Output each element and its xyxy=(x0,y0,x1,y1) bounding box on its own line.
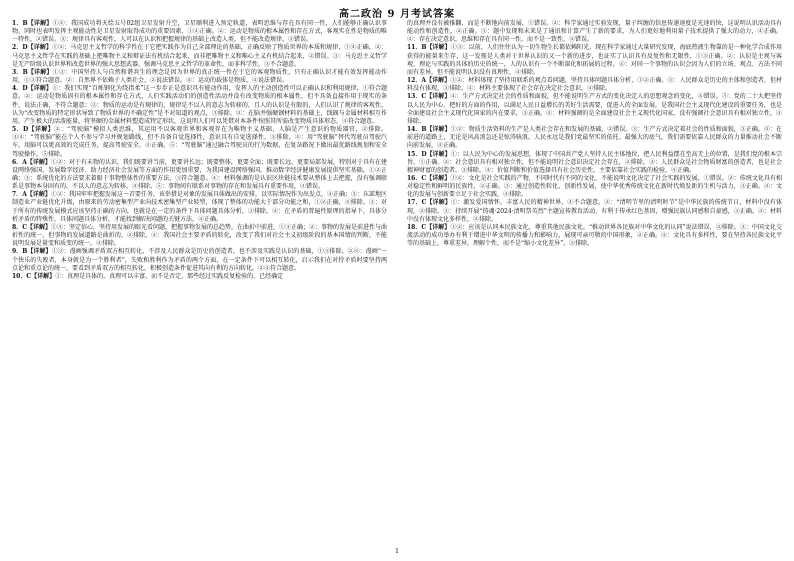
answer-key: D【详解】 xyxy=(421,150,451,158)
answer-item xyxy=(12,44,387,68)
answer-explanation: ①②：物质生活资料的生产是人类社会存在和发展的基础，②错误。③：生产方式决定着社会的性质和面貌，③正确。④：在前进的道路上，无论是风高浪急还是惊涛骇浪，人民永远是我们党最坚实的依托、最强大的底气，我们需要依靠人民群众的力量推动社会不断向前发展，④正确。 xyxy=(407,126,782,150)
answer-item xyxy=(12,20,387,44)
answer-key: D【详解】 xyxy=(22,44,53,52)
right-column xyxy=(407,20,782,248)
answer-item xyxy=(12,191,387,224)
answer-number: 11． xyxy=(407,44,422,52)
answer-key: A【详解】 xyxy=(22,191,51,199)
answer-item xyxy=(407,44,782,77)
answer-number: 14． xyxy=(407,126,422,134)
answer-number: 13． xyxy=(407,93,422,101)
answer-item xyxy=(12,69,387,85)
answer-key: C【详解】 xyxy=(421,223,451,231)
page-title: 高二政治 9 月考试答案 xyxy=(339,9,455,20)
answer-explanation: ①：激发爱国情怀，丰富人民的精神世界，④不合题意。②：“清明节里的清明时节”是中华民族的传统节日，材料中没有体现，②排除。③：持续开展“铸魂·2024·清明祭英烈”主题宣传教育活动，有利于传承红色基因，增强民族认同感和自豪感，③正确。④：材料中没有体现文化多样性，④排除。 xyxy=(407,199,783,223)
answer-explanation: ①④：马克思主义哲学的科学性在于它把实践作为自己全部理论的基础，正确反映了物质世界的本质和规律，①④正确。②：马克思主义哲学在实践的基础上把唯物主义和辩证法有机结合起来，而非把唯物主义和唯心主义有机结合起来，②错误。③：马克思主义哲学是无产阶级认识世界和改造世界的强大思想武器，强调马克思主义哲学的革命性，而非科学性，③不合题意。 xyxy=(12,44,387,68)
answer-explanation: ①②：应该是认同本民族文化，尊重其他民族文化，“推动世界各民族对中华文化的认同”说法错误，②排除。③：中国文化交流活动的成功举办有利于增进中华文明的传播力和影响力，展现可亲可敬的中国形象，②正确。④：文化具有多样性，要在坚持各民族文化平等的基础上，尊重差异，理解个性，而不是“缩小文化差异”，③排除。 xyxy=(407,223,782,248)
answer-key: A【详解】 xyxy=(22,158,51,166)
answer-item xyxy=(407,20,782,44)
answer-number: 3． xyxy=(12,68,23,76)
answer-explanation: ①④：我国成功将天绘五号02组卫星发射升空，卫星顺利进入预定轨道，表明思维与存在具有同一性，人们能够正确认识事物。同时也表明发挥主观能动性是卫星发射取得成功的重要因素，①④正确。②：运动是物质的根本属性和存在方式，客观实在性是物质的唯一特性，②错误。③：规律具有客观性，人可以在认识和把握规律的基础上改造人类，但不能改造规律，③错误。 xyxy=(12,20,387,44)
answer-item xyxy=(407,93,782,126)
answer-explanation: ①②：材料体现了坚持用联系的观点看问题，坚持具体问题具体分析，①②正确。③：人民群众是历史的主体和创造者，但材料没有体现，③排除。④：材料主要体现了社会存在决定社会意识，④排除。 xyxy=(407,77,782,93)
answer-number: 2． xyxy=(12,44,23,52)
answer-number: 5． xyxy=(12,126,23,134)
answer-item xyxy=(12,248,387,272)
answer-number: 7． xyxy=(12,191,23,199)
answer-explanation: ①②：对于有未物的认识，我们既要讲当前，更要讲长远；既要整体，更要全面；既要长远，更要局部发展，特别对于具有在建设网络强国、发展数字经济、助力经济社会发展等方面的作用更加重要，为我国建设网络强国，推动数字经济健康发展提供坚实基础，①②正确；③：系统优化的方法要求着眼于事物整体性的重要方法，③符合题意。④：材料强调的是认识区块链技术要从整体上去把握，没有强调联系是事物本身固有的，不以人的意志为转移，④排除。⑤：事物间有联系对事物的存在和发展具有重要作用，④错误。 xyxy=(12,158,387,191)
answer-item xyxy=(12,85,387,126)
answer-explanation: ①②：文化是社会实践的产物，不同时代有不同的文化，不能说明文化决定了社会实践的发展，①错误。②：传统文化具有相对稳定性和鲜明的民族性，②正确。③：通过创造性转化、创新性发展，使中华优秀传统文化在新时代焕发新的生机与活力，③正确。④：文化的发展与创新要立足于社会实践，④排除。 xyxy=(407,174,782,199)
answer-explanation: ①③：漫画强调矛盾双方相互转化，不涉及人民群众是历史的创造者，也不涉及实践是认识的基础，①③排除。②④：漫画“一个快乐的失败者，本身就是为一个胜利者”，失败和胜利作为矛盾的两个方面，在一定条件下可以相互转化，启示我们在对待矛盾时要坚持两点论和重点论的统一，要看到矛盾双方的相互转化，积极创造条件促进其向有利的方向转化，②④符合题意。 xyxy=(12,248,387,272)
page-number: 1 xyxy=(395,548,399,555)
answer-key: B【详解】 xyxy=(421,126,451,134)
answer-key: B【详解】 xyxy=(22,68,53,76)
answer-item xyxy=(407,151,782,175)
answer-explanation: ①③：以前，人们往往认为一切生物生长都依赖阳光。现在科学家通过大量研究发现，海底热液生物靠的是一种化学合成作用获得的能量来生存，这一发现是人类对于世界认识的又一个新的进步，也证实了认识具有反复性和无限性，①③正确。②：认识是主观与客观、理论与实践的具体的历史的统一，人的认识有一个不断深化和拓展的过程。④：对同一个事物的认识会因为人们的立场、观点、方法不同而有差异，但不能说明认识没有真理性，④排除。 xyxy=(407,44,782,76)
answer-number: 4． xyxy=(12,85,23,93)
answer-number: 17． xyxy=(407,199,422,207)
answer-number: 10． xyxy=(12,272,27,280)
answer-key: C【详解】 xyxy=(26,272,56,280)
answer-explanation: ①：真理是具体的，真理可以丰富，而不是否定，那些经过实践反复检验的、已经确定 xyxy=(55,272,284,280)
answer-explanation: ①：以人民为中心的发展思想，体现了中国共产党人坚持人民主体地位，把人民利益摆在至高无上的位置，是我们党的根本宗旨，①正确。②：社会意识具有相对独立性，但不能说明社会意识决定社会存在，②排除。③：人民群众是社会物质财富的创造者，也是社会精神财富的创造者，③排除。④：价值判断和价值选择具有社会历史性，主要依靠社会实践的检验，④正确。 xyxy=(407,150,782,174)
answer-key: B【详解】 xyxy=(421,44,451,52)
answer-item xyxy=(407,126,782,150)
answer-explanation: ④：生产方式决定社会的性质和面貌，但不能说明生产方式的变化决定人的思想观念的变化，④错误。⑤：党的二十大把坚持以人民为中心、把好的方面的作用，以满足人民日益增长的美好生活需要，促进人的全面发展，是我国社会主义现代化建设的重要任务，也是全面建设社会主义现代化国家的内在要求，③正确。④：材料强调的是全面建设社会主义现代化国家，没有强调社会意识具有相对独立性，④排除。 xyxy=(407,93,782,125)
answer-number: 8． xyxy=(12,223,23,231)
answer-key: C【详解】 xyxy=(421,199,452,207)
answer-number: 16． xyxy=(407,174,422,182)
answer-item xyxy=(407,199,782,223)
answer-number: 9． xyxy=(12,248,23,256)
answer-item xyxy=(12,224,387,248)
answer-key: B【详解】 xyxy=(22,248,52,256)
answer-number: 18． xyxy=(407,223,422,231)
answer-item xyxy=(407,175,782,199)
answer-key: D【详解】 xyxy=(22,85,53,93)
answer-explanation: ①：我们实现“百炼钢化为绕指柔”这一步步正是意识具有能动作用，发挥人的主动创造性可以正确认识和利用规律，①符合题意。②：运动是物质固有的根本属性和存在方式，人们实践活动们的创造性活动并没有改变物质的根本属性，但不具备直接作用于现实的条件，说法正确，不符合题意；③：物质的运动是有规律的，规律是不以人的意志为转移的，且人的认识是有限的，人们认识了规律的客观性，认为“改变物质的特定形状导致了物质世界的不确定性”是不对知道的观点，③排除。④：在脑并强硬钢材料的基础上，线圈与金属材料相互作用，产生极大的活泼能量，将坚硬的金属材料塑造成特定形状，这说明人们可以凭借对本条件按照其所需改变物质具体形态，④符合题意。 xyxy=(12,85,387,125)
left-column xyxy=(12,20,387,281)
answer-key: D【详解】 xyxy=(22,126,55,134)
answer-key: C【详解】 xyxy=(22,223,51,231)
answer-number: 1． xyxy=(12,20,23,27)
answer-item xyxy=(12,126,387,159)
answer-explanation: 的真理并没有被推翻，而是不断地向前发展，①错误。②：科学家通过实验发现，量子纠缠的信息传递速度是光速的快，这说明认识活动具有能动性和创造性，②正确。③：题中发现和未来是了通讯和计算产生了新的要求，为人们更好地利用量子技术提供了强大的动力，④正确。④：存在决定意识，思维和存在具有同一性，而不是一致性，④错误。 xyxy=(407,20,782,44)
answer-key: C【详解】 xyxy=(421,93,451,101)
answer-explanation: ②：“驾驶脑”模拟人类思维，其运用不以客观世界和客观存在为唯物主义基础，人脑是产生意识的物质器官，②排除。③④：“驾驶脑”能在个人不参与学习并规划路线，但不具备自觉选择性，意识具有自觉选择性，③排除。④：用“驾驶脑”替代驾驶员驾驶汽车，用脑可以更高效的完成任务，提高驾驶安全，④正确。⑤：“驾驶脑”通过融合驾驶员的行为数据，在复杂路况下做出最优路线规划和安全驾驶操作，⑤排除。 xyxy=(12,126,387,158)
answer-key: B【详解】 xyxy=(22,20,53,27)
answer-explanation: ①②：我国牢牢把握发展这一首要任务，该举措是对象的发展具体做出的安排，以实际情况作为出发点，④正确；③：东部地区制造业产业链优化升级，由原来的劳动密集型产业向技术密集型产业转型，体现了整体的功能大于部分功能之和，①②正确，④排除。③：对于所有的传统发展模式应该坚持正确的方向，也就是在一定的条件下具体问题具体分析，③排除。④：在矛盾的普遍性原理的指导下，具体分析矛盾的特殊性，具体问题具体分析，才能找到解决问题的关键方法，④正确。 xyxy=(12,191,387,223)
answer-item xyxy=(12,273,387,281)
answer-number: 6． xyxy=(12,158,23,166)
answer-item xyxy=(12,159,387,192)
answer-number: 15． xyxy=(407,150,422,158)
answer-item xyxy=(407,77,782,93)
answer-key: C【详解】 xyxy=(421,174,451,182)
answer-key: A【详解】 xyxy=(421,77,451,85)
answer-explanation: ①③：坚定信心，坚持用发展的眼光看问题，把握事物发展的总趋势，在曲折中前进，①③正确；②：事物的发展是前进性与曲折性的统一，但事物的发展道路是曲折的，②排除。④：我国社会主要矛盾的转化，改变了我们对社会主义初级阶段的基本国情的判断，不能说明发展是量变和质变的统一，④排除。 xyxy=(12,223,387,248)
answer-explanation: ①③：中国坚持人与自然和谐共生的理念是因为世界的真正统一性在于它的客观物质性，只有正确认识才能有效发挥能动作用，①③符合题意。②：自然界不依赖于人类社会，②说法错误。④：运动的载体是物质，④说法错误。 xyxy=(12,68,387,85)
answer-item xyxy=(407,224,782,248)
answer-number: 12． xyxy=(407,77,422,85)
